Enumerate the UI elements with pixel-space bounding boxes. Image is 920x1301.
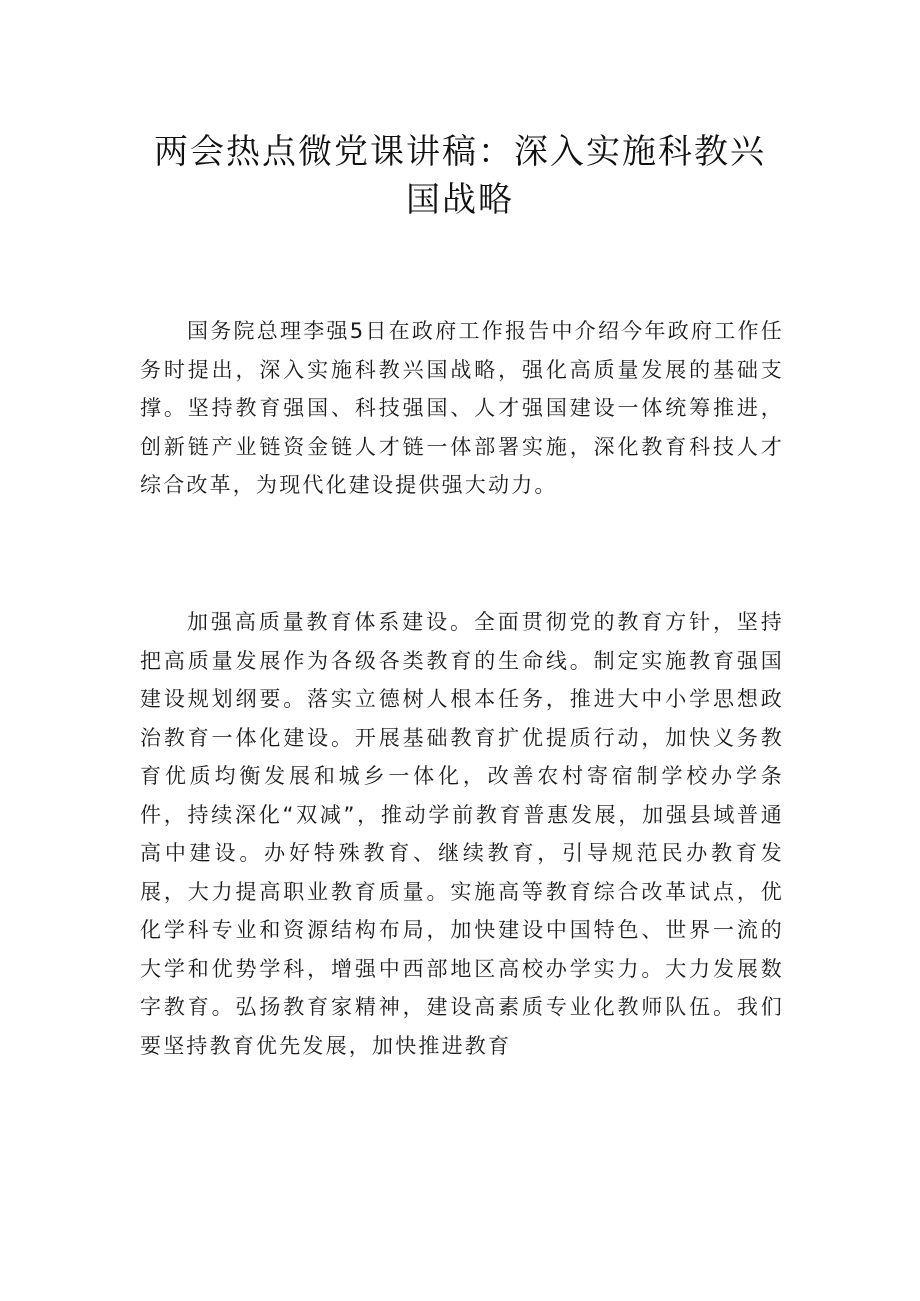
body-paragraph-1: 国务院总理李强5日在政府工作报告中介绍今年政府工作任务时提出，深入实施科教兴国战略，强化高质量发展的基础支撑。坚持教育强国、科技强国、人才强国建设一体统筹推进，创新链产业链资金链人才链一体部署实施，深化教育科技人才综合改革，为现代化建设提供强大动力。	[140, 319, 784, 497]
document-title: 两会热点微党课讲稿：深入实施科教兴国战略	[154, 132, 766, 220]
body-paragraph-2: 加强高质量教育体系建设。全面贯彻党的教育方针，坚持把高质量发展作为各级各类教育的生命线。制定实施教育强国建设规划纲要。落实立德树人根本任务，推进大中小学思想政治教育一体化建设。开展基础教育扩优提质行动，加快义务教育优质均衡发展和城乡一体化，改善农村寄宿制学校办学条件，持续深化“双减”，推动学前教育普惠发展，加强县域普通高中建设。办好特殊教育、继续教育，引导规范民办教育发展，大力提高职业教育质量。实施高等教育综合改革试点，优化学科专业和资源结构布局，加快建设中国特色、世界一流的大学和优势学科，增强中西部地区高校办学实力。大力发展数字教育。弘扬教育家精神，建设高素质专业化教师队伍。我们要坚持教育优先发展，加快推进教育	[140, 610, 784, 1058]
